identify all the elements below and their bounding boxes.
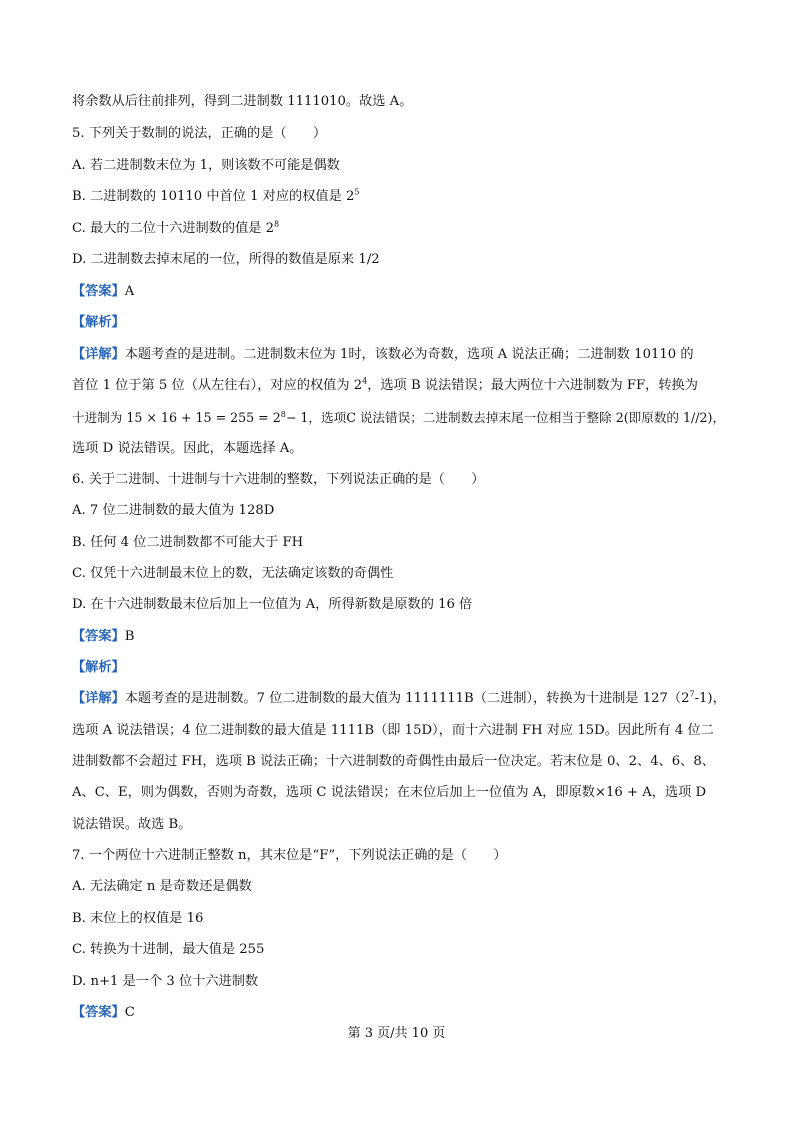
line-text: C [124,1005,135,1020]
superscript: 8 [274,219,280,229]
line-text: 6. 关于二进制、十进制与十六进制的整数，下列说法正确的是（ ） [72,472,485,487]
line-text: A. 无法确定 n 是奇数还是偶数 [72,879,252,894]
text-line [72,533,723,553]
line-text: 7. 一个两位十六进制正整数 n，其末位是“F”，下列说法正确的是（ ） [72,848,507,863]
text-line [72,815,723,835]
line-text: C. 转换为十进制，最大值是 255 [72,942,265,957]
line-text: 本题考查的是进制。二进制数末位为 1时，该数必为奇数，选项 A 说法正确；二进制数 10110 的 [124,347,694,362]
line-text: A [124,284,135,299]
line-text: C. 最大的二位十六进制数的值是 2 [72,221,275,236]
section-label: 【详解】 [72,691,125,706]
text-line [72,313,723,333]
line-text: B. 末位上的权值是 16 [72,911,204,926]
superscript: 7 [689,689,695,699]
text-line [72,187,723,207]
text-line [72,595,723,615]
text-line [72,124,723,144]
text-line [72,627,723,647]
text-line [72,219,723,239]
line-text: 进制数都不会超过 FH，选项 B 说法正确；十六进制数的奇偶性由最后一位决定。若末位是 0、2、4、6、8、 [72,754,715,769]
text-line [72,376,723,396]
line-text: 十进制为 15 × 16 + 15 = 255 = 2 [72,410,281,425]
line-text: A. 7 位二进制数的最大值为 128D [72,503,275,518]
text-line [72,783,723,803]
superscript: 4 [362,376,368,386]
text-line [72,1003,723,1023]
text-line [72,846,723,866]
line-text: A、C、E，则为偶数，否则为奇数，选项 C 说法错误；在末位后加上一位值为 A，即原数×16 + A，选项 D [72,785,707,800]
line-text: B. 任何 4 位二进制数都不可能大于 FH [72,535,304,550]
text-line [72,501,723,521]
text-line [72,972,723,992]
text-line [72,250,723,270]
text-line [72,940,723,960]
superscript: 8 [280,409,286,419]
line-text: 选项 D 说法错误。因此，本题选择 A。 [72,441,303,456]
line-text: 说法错误。故选 B。 [72,817,192,832]
section-label: 【解析】 [72,315,125,330]
section-label: 【详解】 [72,347,125,362]
line-text-continued: ，选项 B 说法错误；最大两位十六进制数为 FF，转换为 [367,378,698,393]
text-line [72,92,723,112]
superscript: 5 [354,187,360,197]
line-text: 将余数从后往前排列，得到二进制数 1111010。故选 A。 [72,94,413,109]
text-line [72,439,723,459]
page-footer: 第 3 页/共 10 页 [347,1026,446,1041]
section-label: 【答案】 [72,284,125,299]
text-line [72,345,723,365]
text-line [72,752,723,772]
line-text: A. 若二进制数末位为 1，则该数不可能是偶数 [72,158,340,173]
line-text: 5. 下列关于数制的说法，正确的是（ ） [72,126,327,141]
line-text: 首位 1 位于第 5 位（从左往右），对应的权值为 2 [72,378,363,393]
line-text-continued: − 1，选项C 说法错误；二进制数去掉末尾一位相当于整除 2(即原数的 1//2)， [285,410,726,425]
text-line [72,658,723,678]
text-line [72,470,723,490]
text-line [72,689,726,709]
line-text: D. 二进制数去掉末尾的一位，所得的数值是原来 1/2 [72,252,380,267]
line-text: D. n+1 是一个 3 位十六进制数 [72,974,259,989]
section-label: 【答案】 [72,629,125,644]
text-line [72,156,723,176]
text-line [72,721,723,741]
line-text: 本题考查的是进制数。7 位二进制数的最大值为 1111111B（二进制），转换为十进制是 127（2 [124,691,690,706]
line-text: B [124,629,135,644]
text-line [72,564,723,584]
line-text: 选项 A 说法错误；4 位二进制数的最大值是 1111B（即 15D），而十六进制 FH 对应 15D。因此所有 4 位二 [72,723,714,738]
section-label: 【答案】 [72,1005,125,1020]
line-text: B. 二进制数的 10110 中首位 1 对应的权值是 2 [72,189,355,204]
text-line [72,282,723,302]
line-text-continued: -1)， [694,691,726,706]
section-label: 【解析】 [72,660,125,675]
line-text: D. 在十六进制数最末位后加上一位值为 A，所得新数是原数的 16 倍 [72,597,473,612]
line-text: C. 仅凭十六进制最末位上的数，无法确定该数的奇偶性 [72,566,394,581]
text-line [72,877,723,897]
text-line [72,909,723,929]
text-line [72,408,726,428]
